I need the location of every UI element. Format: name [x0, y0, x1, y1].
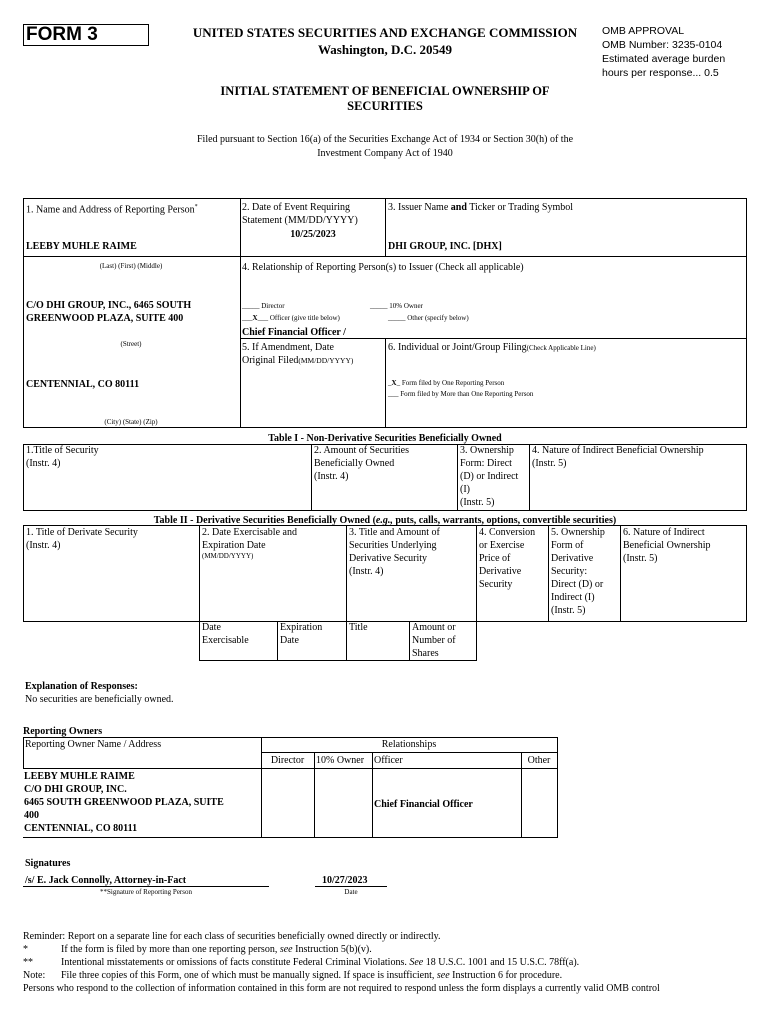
ro-col-director: Director — [270, 755, 305, 766]
omb-line: Estimated average burden — [602, 53, 726, 65]
director-option: _____ Director — [242, 302, 285, 310]
box6-label — [388, 341, 596, 355]
footnote-star-text — [61, 943, 372, 956]
footnote-dstar-text — [61, 956, 579, 969]
date-line — [315, 886, 387, 887]
t2-sub-line: Date — [280, 635, 299, 646]
t1-col-amount-line: 2. Amount of Securities — [314, 445, 409, 456]
footnote-note-text — [61, 969, 562, 982]
ro-owner-line: 400 — [24, 810, 39, 821]
officer-option — [242, 314, 340, 323]
officer-check-mark: X — [252, 314, 258, 322]
t1-col-amount-line: Beneficially Owned — [314, 458, 395, 469]
box2-label — [242, 201, 358, 227]
ro-officer-value: Chief Financial Officer — [374, 799, 473, 810]
date-caption: Date — [344, 888, 358, 896]
signature-line — [23, 886, 269, 887]
street-line: GREENWOOD PLAZA, SUITE 400 — [26, 313, 184, 324]
signature-value: /s/ E. Jack Connolly, Attorney-in-Fact — [25, 875, 187, 886]
t2-sub-line: Date — [202, 622, 221, 633]
t2-col-conversion-line: Price of — [479, 553, 511, 564]
note-pre: File three copies of this Form, one of which must be manually signed. If space is insufficient, — [61, 970, 437, 981]
box1-label — [26, 201, 198, 216]
t2-col-ownership-line: Direct (D) or — [551, 579, 604, 590]
reporting-person-street — [26, 299, 191, 325]
t2-col-dates — [202, 526, 297, 561]
box3-label-and: and — [450, 202, 467, 213]
ro-col-name: Reporting Owner Name / Address — [25, 739, 162, 750]
t2-sub-expiration — [280, 621, 322, 647]
footnote-note-mark: Note: — [23, 970, 46, 981]
star-pre: If the form is filed by more than one reporting person, — [61, 944, 280, 955]
omb-line: OMB Number: 3235-0104 — [602, 39, 723, 51]
t2-sub-line: Expiration — [280, 622, 323, 633]
multiple-persons-option: ___ Form filed by More than One Reporting Person — [388, 390, 534, 398]
t2-col-dates-small: (MM/DD/YYYY) — [202, 552, 254, 560]
city-caption: (City) (State) (Zip) — [104, 418, 158, 426]
box1-label-text: 1. Name and Address of Reporting Person — [26, 204, 195, 216]
box6-label-pre: 6. Individual or Joint/Group Filing — [388, 342, 527, 353]
t2-col-ownership — [551, 526, 605, 617]
box5-label-line: 5. If Amendment, Date — [242, 342, 334, 353]
officer-title: Chief Financial Officer / — [242, 327, 346, 338]
t1-col-ownership-line: (Instr. 5) — [460, 497, 495, 508]
signatures-heading: Signatures — [25, 858, 71, 869]
reporting-person-city: CENTENNIAL, CO 80111 — [26, 379, 140, 390]
t2-sub-line: Amount or — [412, 622, 456, 633]
t1-col-amount-line: (Instr. 4) — [314, 471, 349, 482]
t1-col-nature-line: (Instr. 5) — [532, 458, 567, 469]
box2-label-line: Statement (MM/DD/YYYY) — [242, 215, 358, 226]
t2-title-post: puts, calls, warrants, options, convertible securities) — [392, 515, 617, 526]
officer-pre: ___ — [242, 314, 253, 322]
agency-location: Washington, D.C. 20549 — [318, 42, 452, 57]
t2-col-title — [26, 526, 138, 552]
t2-col-underlying-line: Derivative Security — [349, 553, 428, 564]
t1-col-nature — [532, 444, 704, 470]
t2-sub-amount — [412, 621, 456, 660]
issuer-name: DHI GROUP, INC. [DHX] — [388, 241, 502, 252]
footnote-dstar-mark: ** — [23, 957, 33, 968]
box6-label-small: (Check Applicable Line) — [526, 344, 596, 352]
star-em: see — [279, 944, 293, 955]
note-post: Instruction 6 for procedure. — [449, 970, 563, 981]
dstar-post: 18 U.S.C. 1001 and 15 U.S.C. 78ff(a). — [423, 957, 580, 968]
street-caption: (Street) — [120, 340, 142, 348]
t2-col-ownership-line: Security: — [551, 566, 588, 577]
box1-marker: * — [194, 204, 198, 210]
box3-label-post: Ticker or Trading Symbol — [466, 202, 574, 213]
reporting-person-name: LEEBY MUHLE RAIME — [26, 241, 137, 252]
dstar-em: See — [409, 957, 424, 968]
explanation-heading: Explanation of Responses: — [25, 681, 138, 692]
t2-col-nature-line: 6. Nature of Indirect — [623, 527, 705, 538]
t2-col-conversion-line: 4. Conversion — [479, 527, 536, 538]
t2-col-dates-line: 2. Date Exercisable and — [202, 527, 297, 538]
t2-col-title-line: (Instr. 4) — [26, 540, 61, 551]
signature-date: 10/27/2023 — [322, 875, 368, 886]
ro-owner-line: CENTENNIAL, CO 80111 — [24, 823, 138, 834]
ro-col-ten: 10% Owner — [316, 755, 365, 766]
ro-col-officer: Officer — [374, 755, 403, 766]
box5-label — [242, 341, 353, 367]
t1-col-ownership-line: (I) — [460, 484, 470, 495]
reminder-text: Reminder: Report on a separate line for each class of securities beneficially owned directly or indirectly. — [23, 931, 441, 942]
t2-sub-date-exercisable — [202, 621, 249, 647]
t2-col-conversion-line: Security — [479, 579, 513, 590]
t1-col-title — [26, 444, 99, 470]
t2-col-nature — [623, 526, 710, 565]
box4-label: 4. Relationship of Reporting Person(s) to Issuer (Check all applicable) — [242, 262, 524, 273]
t1-col-ownership-line: (D) or Indirect — [460, 471, 519, 482]
t2-sub-line: Number of — [412, 635, 456, 646]
ro-owner-address — [24, 770, 224, 835]
ro-owner-line: LEEBY MUHLE RAIME — [24, 771, 135, 782]
t2-col-ownership-line: Form of — [551, 540, 584, 551]
filed-pursuant — [140, 133, 630, 161]
t1-col-nature-line: 4. Nature of Indirect Beneficial Ownership — [532, 445, 704, 456]
t2-col-conversion-line: or Exercise — [479, 540, 525, 551]
omb-approval-box — [602, 24, 725, 80]
t2-col-underlying-line: (Instr. 4) — [349, 566, 384, 577]
box5-label-small: (MM/DD/YYYY) — [298, 356, 354, 365]
explanation-text: No securities are beneficially owned. — [25, 694, 174, 705]
opt1-post: _ Form filed by One Reporting Person — [396, 379, 505, 387]
box2-label-line: 2. Date of Event Requiring — [242, 202, 351, 213]
t2-col-ownership-line: Derivative — [551, 553, 594, 564]
form-title-line: INITIAL STATEMENT OF BENEFICIAL OWNERSHIP OF — [220, 84, 550, 98]
t1-col-title-line: (Instr. 4) — [26, 458, 61, 469]
form-title — [170, 84, 600, 114]
t2-col-conversion-line: Derivative — [479, 566, 522, 577]
omb-line: hours per response... 0.5 — [602, 67, 719, 79]
t2-sub-line: Exercisable — [202, 635, 249, 646]
t2-col-ownership-line: (Instr. 5) — [551, 605, 586, 616]
box3-label-pre: 3. Issuer Name — [388, 202, 451, 213]
footnote-star-mark: * — [23, 944, 28, 955]
t2-col-underlying-line: Securities Underlying — [349, 540, 437, 551]
t1-col-ownership-line: 3. Ownership — [460, 445, 514, 456]
event-date: 10/25/2023 — [290, 229, 336, 240]
t2-col-dates-line: Expiration Date — [202, 540, 266, 551]
t2-col-nature-line: Beneficial Ownership — [623, 540, 711, 551]
t2-title-pre: Table II - Derivative Securities Beneficially Owned ( — [153, 515, 376, 526]
t2-col-conversion — [479, 526, 535, 591]
t2-col-ownership-line: Indirect (I) — [551, 592, 595, 603]
star-post: Instruction 5(b)(v). — [292, 944, 372, 955]
reporting-owners-heading: Reporting Owners — [23, 726, 103, 737]
t1-col-amount — [314, 444, 409, 483]
t2-col-underlying-line: 3. Title and Amount of — [349, 527, 440, 538]
t2-title-em: e.g., — [375, 515, 393, 526]
t2-col-title-line: 1. Title of Derivate Security — [26, 527, 138, 538]
omb-line: OMB APPROVAL — [602, 25, 685, 37]
t1-col-ownership — [460, 444, 518, 509]
filed-pursuant-line: Filed pursuant to Section 16(a) of the Securities Exchange Act of 1934 or Section 30(h) of the — [196, 134, 574, 145]
one-person-check-mark: X — [391, 379, 397, 387]
ro-owner-line: 6465 SOUTH GREENWOOD PLAZA, SUITE — [24, 797, 224, 808]
ten-percent-option: _____ 10% Owner — [370, 302, 423, 310]
ro-owner-line: C/O DHI GROUP, INC. — [24, 784, 127, 795]
dstar-pre: Intentional misstatements or omissions of facts constitute Federal Criminal Violations. — [61, 957, 410, 968]
t2-sub-title: Title — [349, 622, 368, 633]
table1-title: Table I - Non-Derivative Securities Beneficially Owned — [268, 433, 502, 444]
ro-col-other: Other — [527, 755, 551, 766]
name-caption: (Last) (First) (Middle) — [99, 262, 163, 270]
note-em: see — [436, 970, 450, 981]
t2-col-ownership-line: 5. Ownership — [551, 527, 605, 538]
signature-caption: **Signature of Reporting Person — [100, 888, 192, 896]
ro-col-relationships: Relationships — [381, 739, 437, 750]
form-label: FORM 3 — [23, 24, 149, 46]
one-person-option — [388, 379, 504, 388]
officer-post: ___ Officer (give title below) — [257, 314, 340, 322]
t1-col-ownership-line: Form: Direct — [460, 458, 512, 469]
street-line: C/O DHI GROUP, INC., 6465 SOUTH — [26, 300, 192, 311]
opt1-pre: _ — [388, 379, 392, 387]
other-option: _____ Other (specify below) — [388, 314, 469, 322]
box5-label-line2 — [242, 354, 353, 367]
filed-pursuant-line: Investment Company Act of 1940 — [317, 148, 453, 159]
t1-col-title-line: 1.Title of Security — [26, 445, 99, 456]
agency-name: UNITED STATES SECURITIES AND EXCHANGE COMMISSION — [192, 25, 578, 40]
box5-label-pre: Original Filed — [242, 355, 299, 366]
t2-sub-line: Shares — [412, 648, 439, 659]
t2-col-underlying — [349, 526, 440, 578]
form-title-line: SECURITIES — [347, 99, 423, 113]
t2-col-nature-line: (Instr. 5) — [623, 553, 658, 564]
persons-notice: Persons who respond to the collection of information contained in this form are not required to respond unless the form displays a currently valid OMB control — [23, 983, 660, 994]
box3-label — [388, 201, 573, 214]
